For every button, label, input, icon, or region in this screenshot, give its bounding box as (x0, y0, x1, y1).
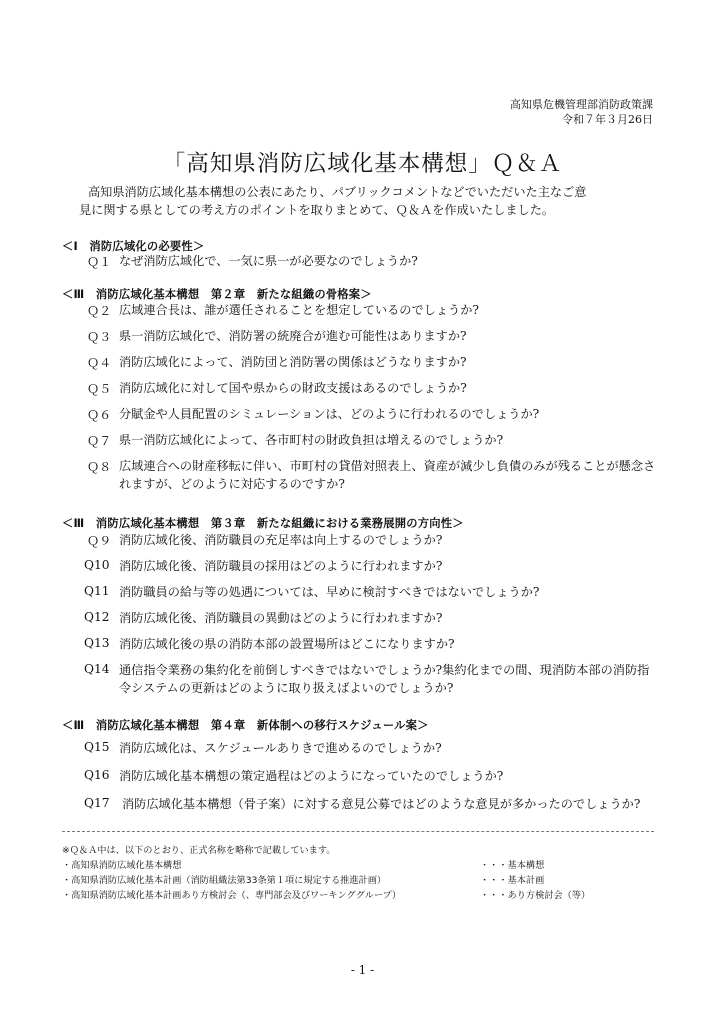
question-number: Ｑ５ (87, 382, 112, 396)
question-number: Q10 (84, 558, 110, 572)
question-text: 消防広域化後、消防職員の異動はどのように行われますか? (119, 611, 443, 625)
section-heading-3: ＜Ⅲ 消防広域化基本構想 第３章 新たな組織における業務展開の方向性＞ (62, 517, 464, 530)
question-text: なぜ消防広域化で、一気に県一が必要なのでしょうか? (119, 254, 418, 268)
question-text: 消防広域化後、消防職員の充足率は向上するのでしょうか? (119, 533, 443, 547)
abbreviation-short-name: ・・・あり方検討会（等） (480, 890, 591, 901)
question-text: 県一消防広域化で、消防署の統廃合が進む可能性はありますか? (119, 329, 467, 343)
question-number: Q12 (84, 610, 110, 624)
question-number: Q14 (84, 662, 110, 676)
question-number: Ｑ６ (87, 408, 112, 422)
question-text: 消防広域化に対して国や県からの財政支援はあるのでしょうか? (119, 381, 467, 395)
question-text: 消防広域化後の県の消防本部の設置場所はどこになりますか? (119, 637, 455, 651)
intro-line-2: 見に関する県としての考え方のポイントを取りまとめて、Ｑ＆Ａを作成いたしました。 (79, 203, 555, 217)
document-title: 「高知県消防広域化基本構想」Ｑ＆Ａ (162, 151, 563, 177)
question-text: 消防広域化によって、消防団と消防署の関係はどうなりますか? (119, 355, 467, 369)
dashed-divider (62, 831, 654, 832)
question-number: Ｑ９ (87, 534, 112, 548)
question-number: Ｑ３ (87, 330, 112, 344)
question-number: Q16 (84, 768, 110, 782)
abbreviation-note: ※Ｑ＆Ａ中は、以下のとおり、正式名称を略称で記載しています。 (62, 845, 336, 856)
question-text: 広域連合長は、誰が選任されることを想定しているのでしょうか? (119, 303, 479, 317)
section-heading-2: ＜Ⅲ 消防広域化基本構想 第２章 新たな組織の骨格案＞ (62, 288, 372, 301)
question-text: 県一消防広域化によって、各市町村の財政負担は増えるのでしょうか? (119, 433, 504, 447)
abbreviation-short-name: ・・・基本計画 (480, 875, 545, 886)
question-number: Q13 (84, 636, 110, 650)
department-name: 高知県危機管理部消防政策課 (510, 98, 653, 111)
question-number: Ｑ８ (87, 460, 112, 474)
question-number: Q15 (84, 740, 110, 754)
question-text: 消防職員の給与等の処遇については、早めに検討すべきではないでしょうか? (119, 585, 540, 599)
question-number: Ｑ２ (87, 304, 112, 318)
intro-line-1: 高知県消防広域化基本構想の公表にあたり、パブリックコメントなどでいただいた主なご意 (88, 185, 587, 199)
abbreviation-short-name: ・・・基本構想 (480, 860, 545, 871)
question-number: Q17 (84, 796, 110, 810)
abbreviation-full-name: ・高知県消防広域化基本計画（消防組織法第33条第１項に規定する推進計画） (62, 875, 387, 886)
question-text: 消防広域化基本構想の策定過程はどのようになっていたのでしょうか? (119, 769, 504, 783)
question-text: 消防広域化は、スケジュールありきで進めるのでしょうか? (119, 741, 442, 755)
section-heading-1: ＜Ⅰ 消防広域化の必要性＞ (62, 240, 205, 253)
question-number: Ｑ７ (87, 434, 112, 448)
question-text: 通信指令業務の集約化を前倒しすべきではないでしょうか?集約化までの間、現消防本部の消防指令システムの更新はどのように取り扱えばよいのでしょうか? (119, 663, 650, 695)
section-heading-4: ＜Ⅲ 消防広域化基本構想 第４章 新体制への移行スケジュール案＞ (62, 719, 429, 732)
question-number: Ｑ１ (87, 255, 112, 269)
question-number: Q11 (84, 584, 110, 598)
question-number: Ｑ４ (87, 356, 112, 370)
abbreviation-full-name: ・高知県消防広域化基本計画あり方検討会（、専門部会及びワーキンググループ） (62, 890, 402, 901)
question-text: 消防広域化基本構想（骨子案）に対する意見公募ではどのような意見が多かったのでしょうか? (122, 797, 641, 811)
question-text: 消防広域化後、消防職員の採用はどのように行われますか? (119, 559, 443, 573)
document-date: 令和７年３月26日 (562, 113, 653, 126)
abbreviation-full-name: ・高知県消防広域化基本構想 (62, 860, 182, 871)
page-number: - 1 - (350, 963, 375, 977)
question-text: 分賦金や人員配置のシミュレーションは、どのように行われるのでしょうか? (119, 407, 540, 421)
question-text: 広域連合への財産移転に伴い、市町村の貸借対照表上、資産が減少し負債のみが残ることが懸念されますが、どのように対応するのですか? (119, 459, 656, 491)
intro-paragraph (60, 183, 680, 219)
